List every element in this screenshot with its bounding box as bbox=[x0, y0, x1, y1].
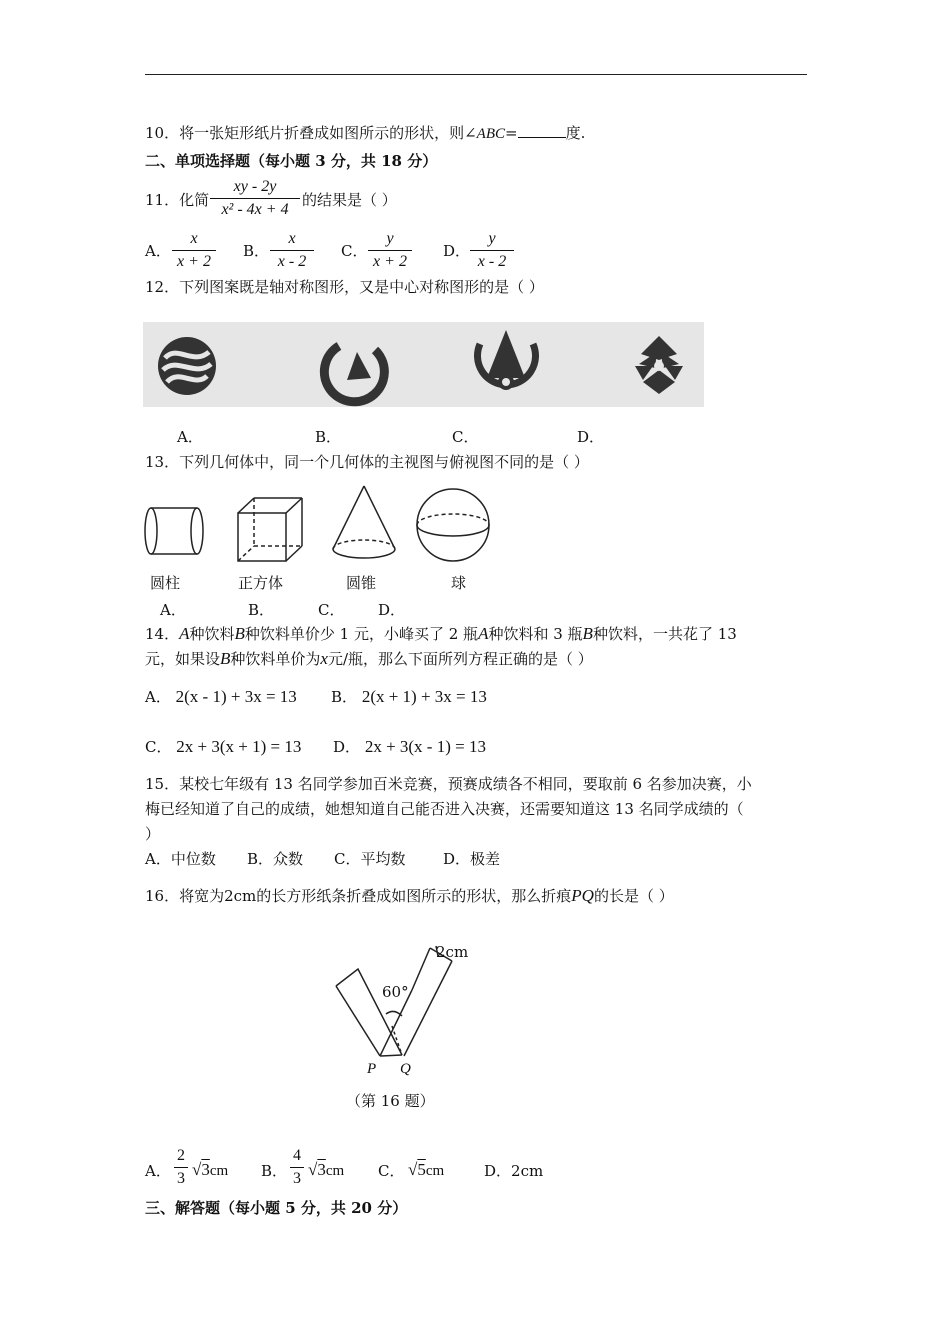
q15-option-a[interactable]: A．中位数 bbox=[145, 850, 216, 868]
q16-option-b-label[interactable]: B． bbox=[261, 1162, 288, 1180]
q13-option-b-label[interactable]: B． bbox=[248, 601, 275, 619]
q12-option-b-label[interactable]: B． bbox=[315, 428, 342, 446]
q16-option-b-radical: √3cm bbox=[308, 1160, 345, 1179]
q12-option-a-label[interactable]: A． bbox=[177, 428, 203, 446]
q11-option-c: y x + 2 bbox=[368, 230, 412, 271]
q16-option-b-fraction: 4 3 bbox=[290, 1147, 304, 1188]
q11-option-b-label[interactable]: B． bbox=[243, 242, 270, 260]
q11-option-a: x x + 2 bbox=[172, 230, 216, 271]
cube-label: 正方体 bbox=[238, 574, 284, 592]
q15-option-b[interactable]: B．众数 bbox=[247, 850, 304, 868]
fig16-point-p: P bbox=[367, 1061, 377, 1077]
question-14-line-2: 元，如果设B种饮料单价为x元/瓶，那么下面所列方程正确的是（ ） bbox=[145, 649, 593, 668]
q12-option-d-label[interactable]: D． bbox=[577, 428, 605, 446]
q11-option-c-label[interactable]: C． bbox=[341, 242, 368, 260]
question-15-line-1: 15．某校七年级有 13 名同学参加百米竞赛，预赛成绩各不相同，要取前 6 名参加决赛，小 bbox=[145, 775, 752, 793]
fig16-point-q: Q bbox=[400, 1061, 411, 1077]
q12-option-c-label[interactable]: C． bbox=[452, 428, 479, 446]
question-11-tail: 的结果是（ ） bbox=[302, 191, 397, 209]
fig16-angle-label: 60° bbox=[382, 983, 409, 1001]
q14-option-b[interactable]: B． 2(x + 1) + 3x = 13 bbox=[331, 687, 487, 706]
q16-option-d[interactable]: D．2cm bbox=[484, 1162, 544, 1180]
q16-option-a-label[interactable]: A． bbox=[145, 1162, 171, 1180]
question-16: 16．将宽为2cm的长方形纸条折叠成如图所示的形状，那么折痕PQ的长是（ ） bbox=[145, 886, 674, 905]
question-14-line-1: 14．A种饮料B种饮料单价少 1 元，小峰买了 2 瓶A种饮料和 3 瓶B种饮料，一共花了 13 bbox=[145, 624, 737, 643]
q16-option-c-radical: √5cm bbox=[408, 1160, 445, 1179]
right-strip-outer bbox=[404, 961, 452, 1056]
section-2-heading: 二、单项选择题（每小题 3 分，共 18 分） bbox=[145, 152, 438, 170]
question-12: 12．下列图案既是轴对称图形，又是中心对称图形的是（ ） bbox=[145, 278, 544, 296]
hidden-edge bbox=[392, 1026, 402, 1055]
q11-option-a-label[interactable]: A． bbox=[145, 242, 171, 260]
question-11-fraction: xy - 2y x² - 4x + 4 bbox=[210, 178, 300, 219]
question-10: 10．将一张矩形纸片折叠成如图所示的形状，则∠ABC= 度. bbox=[145, 124, 586, 142]
q11-option-d: y x - 2 bbox=[470, 230, 514, 271]
q13-option-a-label[interactable]: A． bbox=[160, 601, 186, 619]
q11-option-d-label[interactable]: D． bbox=[443, 242, 471, 260]
q14-option-c[interactable]: C． 2x + 3(x + 1) = 13 bbox=[145, 737, 302, 756]
q13-option-d-label[interactable]: D． bbox=[378, 601, 406, 619]
fig16-caption: （第 16 题） bbox=[346, 1092, 435, 1110]
sphere-label: 球 bbox=[451, 574, 467, 592]
right-strip-inner-upper bbox=[412, 948, 430, 990]
cone-label: 圆锥 bbox=[346, 574, 377, 592]
q13-option-c-label[interactable]: C． bbox=[318, 601, 345, 619]
left-strip-outer bbox=[336, 986, 380, 1056]
fig16-width-label: 2cm bbox=[436, 943, 469, 961]
cylinder-label: 圆柱 bbox=[150, 574, 181, 592]
q16-option-c-label[interactable]: C． bbox=[378, 1162, 405, 1180]
q14-option-d[interactable]: D． 2x + 3(x - 1) = 13 bbox=[333, 737, 486, 756]
q15-option-c[interactable]: C．平均数 bbox=[334, 850, 406, 868]
q16-option-a-radical: √3cm bbox=[192, 1160, 229, 1179]
question-13: 13．下列几何体中，同一个几何体的主视图与俯视图不同的是（ ） bbox=[145, 453, 589, 471]
question-15-line-2: 梅已经知道了自己的成绩，她想知道自己能否进入决赛，还需要知道这 13 名同学成绩的（ bbox=[145, 800, 744, 818]
q14-option-a[interactable]: A． 2(x - 1) + 3x = 13 bbox=[145, 687, 297, 706]
q11-option-b: x x - 2 bbox=[270, 230, 314, 271]
question-11-stem: 11．化简 bbox=[145, 191, 210, 209]
q15-option-d[interactable]: D．极差 bbox=[443, 850, 501, 868]
q16-option-a-fraction: 2 3 bbox=[174, 1147, 188, 1188]
crease-pq bbox=[380, 1055, 402, 1056]
section-3-heading: 三、解答题（每小题 5 分，共 20 分） bbox=[145, 1199, 408, 1217]
question-15-line-3: ） bbox=[145, 825, 161, 843]
